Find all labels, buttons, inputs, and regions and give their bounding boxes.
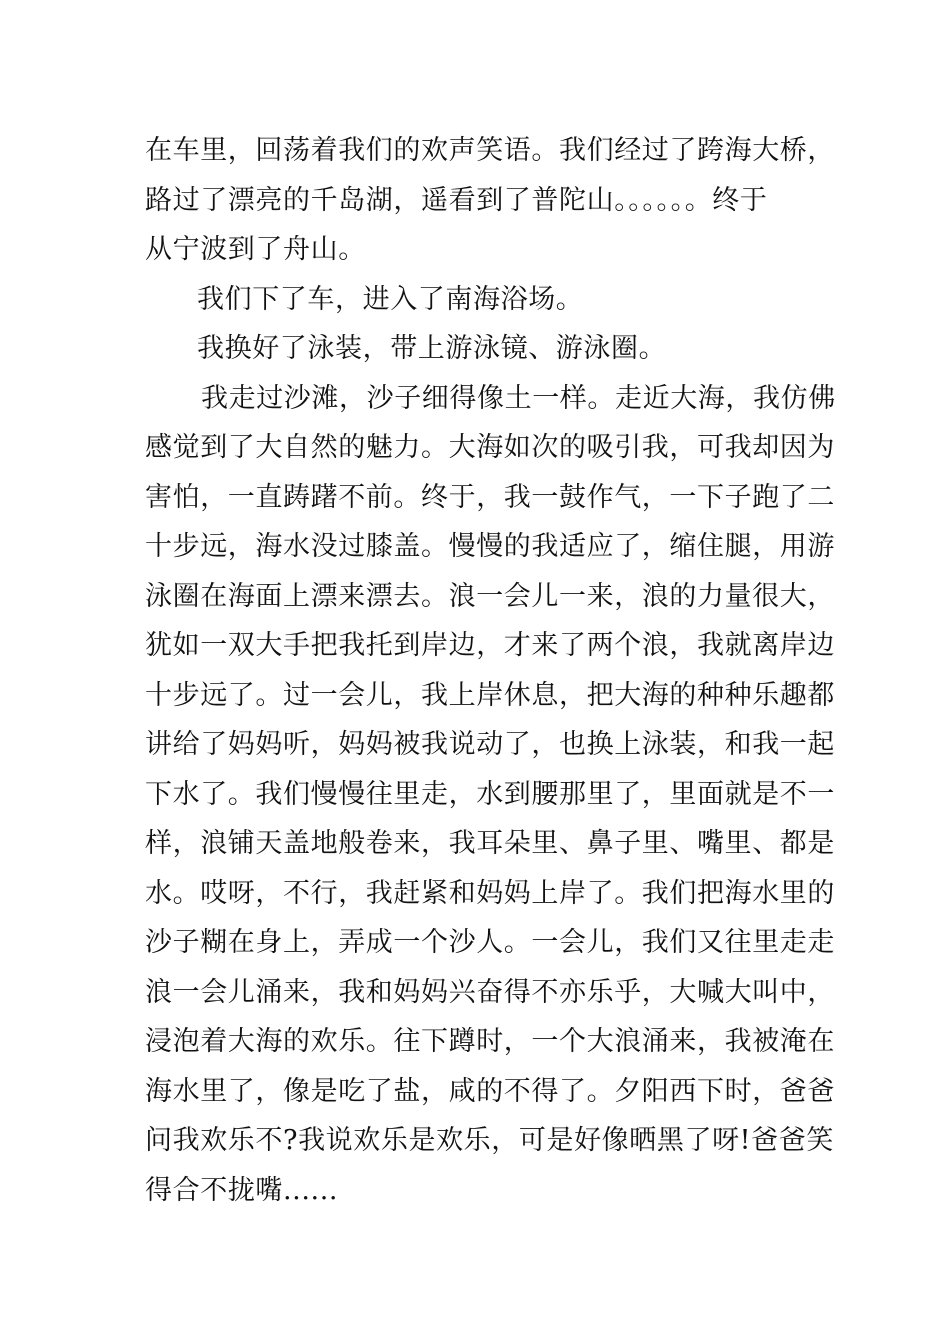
text-line: 害怕，一直踌躇不前。终于，我一鼓作气，一下子跑了二 [145,481,835,513]
text-line: 样，浪铺天盖地般卷来，我耳朵里、鼻子里、嘴里、都是 [145,828,835,859]
text-line: 沙子糊在身上，弄成一个沙人。一会儿，我们又往里走走 [145,927,835,958]
document-body [145,126,836,1215]
text-line: 浪一会儿涌来，我和妈妈兴奋得不亦乐乎，大喊大叫中， [145,976,835,1008]
text-line: 问我欢乐不?我说欢乐是欢乐，可是好像晒黑了呀!爸爸笑 [145,1125,834,1156]
text-line: 我走过沙滩，沙子细得像土一样。走近大海，我仿佛 [201,382,836,414]
paragraph-2 [145,275,811,325]
text-line: 下水了。我们慢慢往里走，水到腰那里了，里面就是不一 [145,778,835,810]
text-line: 水。哎呀，不行，我赶紧和妈妈上岸了。我们把海水里的 [145,877,835,909]
text-line: 浸泡着大海的欢乐。往下蹲时，一个大浪涌来，我被淹在 [145,1026,835,1057]
text-line: 感觉到了大自然的魅力。大海如次的吸引我，可我却因为 [145,432,835,463]
text-line: 泳圈在海面上漂来漂去。浪一会儿一来，浪的力量很大， [145,580,835,612]
text-line: 在车里，回荡着我们的欢声笑语。我们经过了跨海大桥， [145,135,835,166]
paragraph-1 [145,126,835,275]
text-line: 犹如一双大手把我托到岸边，才来了两个浪，我就离岸边 [145,630,835,661]
text-line: 我换好了泳装，带上游泳镜、游泳圈。 [197,333,667,364]
text-line: 我们下了车，进入了南海浴场。 [197,283,584,315]
paragraph-4 [145,374,836,1216]
text-line: 海水里了，像是吃了盐，咸的不得了。夕阳西下时，爸爸 [145,1075,835,1107]
text-line: 路过了漂亮的千岛湖，遥看到了普陀山。。。。。。终于 [145,184,768,216]
text-line: 从宁波到了舟山。 [145,234,366,265]
text-line: 得合不拢嘴...... [145,1174,339,1206]
paragraph-3 [145,324,811,374]
text-line: 十步远，海水没过膝盖。慢慢的我适应了，缩住腿，用游 [145,531,835,562]
text-line: 讲给了妈妈听，妈妈被我说动了，也换上泳装，和我一起 [145,729,835,760]
text-line: 十步远了。过一会儿，我上岸休息，把大海的种种乐趣都 [145,679,835,711]
